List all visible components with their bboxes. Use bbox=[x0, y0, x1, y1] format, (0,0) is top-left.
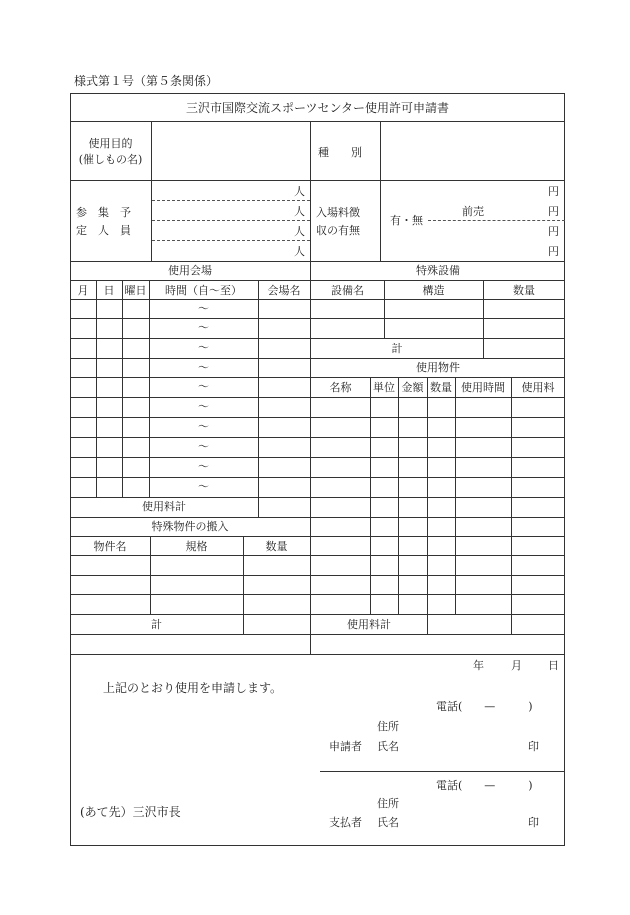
time-range-tilde: ～ bbox=[198, 440, 209, 453]
purpose-label: 使用目的 bbox=[88, 137, 133, 150]
application-statement: 上記のとおり使用を申請します。 bbox=[103, 681, 283, 695]
special-items-col-spec: 規格 bbox=[185, 540, 208, 553]
special-items-col-name: 物件名 bbox=[93, 540, 127, 553]
special-equipment-section-title: 特殊設備 bbox=[416, 264, 460, 277]
special-items-col-qty: 数量 bbox=[265, 540, 288, 553]
date-year: 年 bbox=[473, 659, 484, 672]
articles-col-name: 名称 bbox=[329, 381, 352, 394]
time-range-tilde: ～ bbox=[198, 302, 209, 315]
purpose-label-sub: (催しもの名) bbox=[78, 153, 143, 166]
time-range-tilde: ～ bbox=[198, 480, 209, 493]
articles-section-title: 使用物件 bbox=[416, 361, 460, 374]
form-number: 様式第１号（第５条関係） bbox=[74, 74, 219, 88]
articles-col-fee: 使用料 bbox=[521, 381, 555, 394]
yen-unit: 円 bbox=[548, 205, 559, 218]
payer-seal: 印 bbox=[528, 816, 539, 829]
venue-col-time: 時間（自～至） bbox=[165, 284, 242, 297]
venue-col-weekday: 曜日 bbox=[124, 284, 147, 297]
equipment-col-qty: 数量 bbox=[513, 284, 535, 297]
person-unit: 人 bbox=[294, 225, 305, 238]
yen-unit: 円 bbox=[548, 185, 559, 198]
applicant-address-label: 住所 bbox=[377, 720, 399, 733]
person-unit: 人 bbox=[294, 245, 305, 258]
purpose-field[interactable] bbox=[153, 124, 307, 178]
time-range-tilde: ～ bbox=[198, 321, 209, 334]
applicant-label: 申請者 bbox=[329, 740, 362, 753]
articles-col-unit: 単位 bbox=[373, 381, 395, 394]
articles-col-qty: 数量 bbox=[430, 381, 452, 394]
time-range-tilde: ～ bbox=[198, 460, 209, 473]
equipment-col-name: 設備名 bbox=[331, 284, 364, 297]
yes-no-selector[interactable]: 有・無 bbox=[390, 214, 423, 227]
applicant-fields[interactable] bbox=[400, 715, 520, 755]
admission-label: 入場料徴 bbox=[316, 206, 360, 219]
venue-col-day: 日 bbox=[103, 284, 115, 297]
articles-col-amount: 金額 bbox=[401, 381, 424, 394]
venue-section-title: 使用会場 bbox=[168, 264, 212, 277]
time-range-tilde: ～ bbox=[198, 361, 209, 374]
divider bbox=[70, 121, 565, 122]
type-label: 種 別 bbox=[318, 146, 362, 159]
applicant-seal: 印 bbox=[528, 740, 539, 753]
expected-attendance-label: 参 集 予 bbox=[76, 206, 131, 219]
yen-unit: 円 bbox=[548, 225, 559, 238]
form-title: 三沢市国際交流スポーツセンター使用許可申請書 bbox=[185, 101, 450, 115]
applicant-name-label: 氏名 bbox=[377, 740, 399, 753]
venue-col-name: 会場名 bbox=[267, 284, 301, 297]
time-range-tilde: ～ bbox=[198, 400, 209, 413]
usage-fee-total-label: 使用料計 bbox=[142, 500, 186, 513]
articles-col-time: 使用時間 bbox=[461, 381, 505, 394]
special-items-total-label: 計 bbox=[151, 618, 162, 631]
date-day: 日 bbox=[548, 659, 559, 672]
articles-fee-total-label: 使用料計 bbox=[347, 618, 391, 631]
date-month: 月 bbox=[511, 659, 522, 672]
payer-name-label: 氏名 bbox=[377, 816, 399, 829]
equipment-total-label: 計 bbox=[391, 342, 403, 355]
expected-attendance-label-2: 定 人 員 bbox=[76, 224, 131, 237]
time-range-tilde: ～ bbox=[198, 420, 209, 433]
applicant-phone: 電話( — ) bbox=[436, 700, 533, 713]
type-field[interactable] bbox=[383, 124, 563, 178]
time-range-tilde: ～ bbox=[198, 341, 209, 354]
payer-label: 支払者 bbox=[329, 816, 362, 829]
payer-address-label: 住所 bbox=[377, 797, 399, 810]
yen-unit: 円 bbox=[548, 245, 559, 258]
payer-phone: 電話( — ) bbox=[436, 779, 533, 792]
equipment-col-structure: 構造 bbox=[422, 284, 445, 297]
payer-fields[interactable] bbox=[400, 792, 520, 832]
admission-label-2: 収の有無 bbox=[316, 224, 360, 237]
person-unit: 人 bbox=[294, 205, 305, 218]
time-range-tilde: ～ bbox=[198, 380, 209, 393]
advance-sale-label: 前売 bbox=[462, 205, 484, 218]
venue-col-month: 月 bbox=[77, 284, 89, 297]
addressee: (あて先）三沢市長 bbox=[80, 805, 181, 819]
special-items-section-title: 特殊物件の搬入 bbox=[151, 520, 229, 533]
person-unit: 人 bbox=[294, 185, 305, 198]
